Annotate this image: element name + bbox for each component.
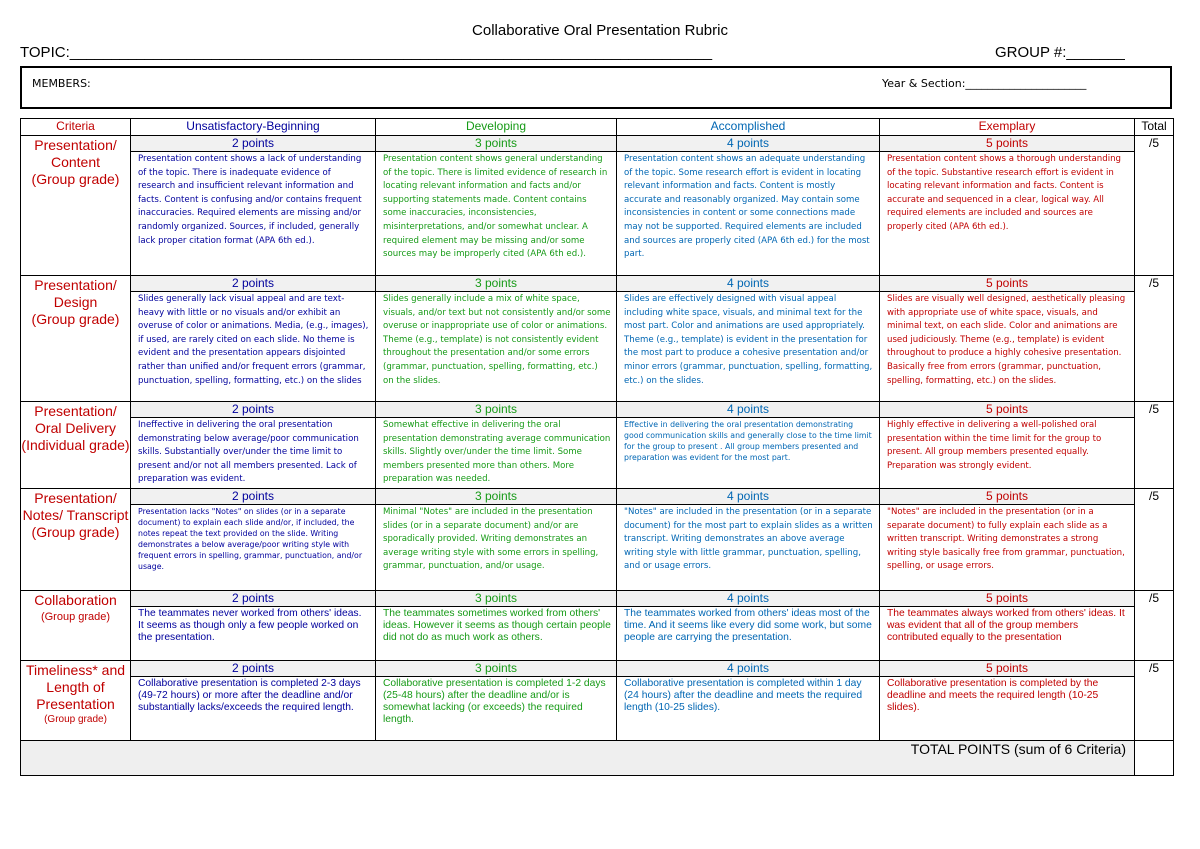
rubric-table: [20, 118, 1174, 776]
description-exemplary: "Notes" are included in the presentation (or in a separate document) to fully explain each slide as a written transcript. Writing demonstrates a strong writing style basically free from grammar, punctuation, spelling, or usage errors.: [880, 505, 1135, 591]
criteria-grade-type: (Group grade): [44, 714, 107, 725]
footer-row: [21, 741, 1174, 776]
points-developing: 3 points: [376, 136, 617, 152]
points-exemplary: 5 points: [880, 591, 1135, 607]
description-unsatisfactory: Collaborative presentation is completed 2-3 days (49-72 hours) or more after the deadline and/or substantially lacks/exceeds the required length.: [131, 677, 376, 741]
points-unsatisfactory: 2 points: [131, 489, 376, 505]
table-row: [21, 276, 1174, 292]
table-row: [21, 418, 1174, 489]
table-row: [21, 152, 1174, 276]
topic-field[interactable]: TOPIC:_____________________________________________________________________________: [20, 44, 713, 61]
group-number-field[interactable]: GROUP #:_______: [995, 44, 1125, 61]
criteria-cell: [21, 661, 131, 741]
description-accomplished: Effective in delivering the oral presentation demonstrating good communication skills and generally close to the time limit for the group to present . All group members presented and preparation was evident for the most part.: [617, 418, 880, 489]
points-accomplished: 4 points: [617, 276, 880, 292]
points-exemplary: 5 points: [880, 661, 1135, 677]
criteria-cell: [21, 402, 131, 489]
description-unsatisfactory: Ineffective in delivering the oral presentation demonstrating below average/poor communication skills. Substantially over/under the time limit to present and/or not all members presented. Lack of preparation was evident.: [131, 418, 376, 489]
points-developing: 3 points: [376, 661, 617, 677]
total-score-cell[interactable]: /5: [1135, 489, 1174, 591]
header-total: Total: [1135, 119, 1174, 136]
description-exemplary: The teammates always worked from others' ideas. It was evident that all of the group members contributed equally to the presentation: [880, 607, 1135, 661]
points-exemplary: 5 points: [880, 136, 1135, 152]
criteria-cell: [21, 591, 131, 661]
description-exemplary: Presentation content shows a thorough understanding of the topic. Substantive research effort is evident in locating relevant information and facts. Content is accurate and sequenced in a clear, logical way. All required elements are included and sources are properly cited (APA 6th ed.).: [880, 152, 1135, 276]
header-unsatisfactory: Unsatisfactory-Beginning: [131, 119, 376, 136]
table-row: [21, 607, 1174, 661]
header-developing: Developing: [376, 119, 617, 136]
description-unsatisfactory: The teammates never worked from others' ideas. It seems as though only a few people worked on the presentation.: [131, 607, 376, 661]
description-exemplary: Slides are visually well designed, aesthetically pleasing with appropriate use of white space, visuals, and minimal text, on each slide. Color and animations are used judiciously. Theme (e.g., template) is evident throughout to produce a highly cohesive presentation. Basically free from errors (grammar, punctuation, spelling, formatting, etc.) on the slides.: [880, 292, 1135, 402]
total-score-cell[interactable]: /5: [1135, 591, 1174, 661]
description-developing: Somewhat effective in delivering the oral presentation demonstrating average communication skills. Slightly over/under the time limit. Some members presented more than others. More preparation was needed.: [376, 418, 617, 489]
points-accomplished: 4 points: [617, 136, 880, 152]
description-accomplished: The teammates worked from others' ideas most of the time. And it seems like every did some work, but some people are carrying the presentation.: [617, 607, 880, 661]
total-score-cell[interactable]: /5: [1135, 276, 1174, 402]
members-box: [20, 66, 1172, 109]
header-exemplary: Exemplary: [880, 119, 1135, 136]
total-score-cell[interactable]: /5: [1135, 136, 1174, 276]
document-title: Collaborative Oral Presentation Rubric: [472, 22, 728, 39]
description-accomplished: Presentation content shows an adequate understanding of the topic. Some research effort is evident in locating relevant information and facts. Content is mostly accurate and reasonably organized. May contain some inconsistencies in content or some connections made may not be supported. Required elements are included and sources are properly cited (APA 6th ed.) for the most part.: [617, 152, 880, 276]
points-unsatisfactory: 2 points: [131, 276, 376, 292]
table-row: [21, 292, 1174, 402]
points-accomplished: 4 points: [617, 661, 880, 677]
members-label: MEMBERS:: [32, 77, 91, 90]
criteria-name: Timeliness* and Length of Presentation: [25, 662, 126, 712]
description-unsatisfactory: Presentation content shows a lack of understanding of the topic. There is inadequate evidence of research and insufficient relevant information and facts. Content is confusing and/or contains frequent inaccuracies. Required elements are missing and/or randomly organized. Sources, if included, generally lack proper citation format (APA 6th ed.).: [131, 152, 376, 276]
points-exemplary: 5 points: [880, 276, 1135, 292]
points-accomplished: 4 points: [617, 489, 880, 505]
criteria-cell: [21, 136, 131, 276]
points-unsatisfactory: 2 points: [131, 136, 376, 152]
points-unsatisfactory: 2 points: [131, 591, 376, 607]
total-score-cell[interactable]: /5: [1135, 402, 1174, 489]
criteria-grade-type: (Group grade): [31, 524, 120, 540]
criteria-name: Presentation/ Notes/ Transcript: [22, 490, 129, 523]
criteria-name: Collaboration: [34, 592, 117, 608]
points-exemplary: 5 points: [880, 402, 1135, 418]
criteria-name: Presentation/ Content: [34, 137, 117, 170]
table-row: [21, 591, 1174, 607]
points-developing: 3 points: [376, 402, 617, 418]
criteria-name: Presentation/ Design: [34, 277, 117, 310]
year-section-field[interactable]: Year & Section:______________________: [882, 77, 1087, 90]
points-exemplary: 5 points: [880, 489, 1135, 505]
table-row: [21, 505, 1174, 591]
description-unsatisfactory: Presentation lacks "Notes" on slides (or in a separate document) to explain each slide and/or, if included, the notes repeat the text provided on the slide. Writing demonstrates a below average/poor writing style with frequent errors in spelling, grammar, punctuation, and/or usage.: [131, 505, 376, 591]
description-unsatisfactory: Slides generally lack visual appeal and are text-heavy with little or no visuals and/or exhibit an overuse of color or animations. Media, (e.g., images), if used, are rarely cited on each slide. No theme is evident and the presentation appears disjointed rather than unified and/or frequent errors (grammar, punctuation, spelling, formatting, etc.) on the slides: [131, 292, 376, 402]
description-developing: Collaborative presentation is completed 1-2 days (25-48 hours) after the deadline and/or is somewhat lacking (or exceeds) the required length.: [376, 677, 617, 741]
criteria-cell: [21, 489, 131, 591]
points-developing: 3 points: [376, 276, 617, 292]
description-accomplished: Collaborative presentation is completed within 1 day (24 hours) after the deadline and meets the required length (10-25 slides).: [617, 677, 880, 741]
description-developing: The teammates sometimes worked from others' ideas. However it seems as though certain people did not do as much work as others.: [376, 607, 617, 661]
points-developing: 3 points: [376, 591, 617, 607]
criteria-grade-type: (Individual grade): [21, 437, 130, 453]
header-row: [21, 119, 1174, 136]
criteria-name: Presentation/ Oral Delivery: [34, 403, 117, 436]
description-exemplary: Collaborative presentation is completed by the deadline and meets the required length (10-25 slides).: [880, 677, 1135, 741]
total-score-cell[interactable]: /5: [1135, 661, 1174, 741]
criteria-grade-type: (Group grade): [40, 611, 111, 623]
criteria-grade-type: (Group grade): [31, 171, 120, 187]
criteria-cell: [21, 276, 131, 402]
grand-total-cell[interactable]: [1135, 741, 1174, 776]
points-accomplished: 4 points: [617, 591, 880, 607]
description-accomplished: "Notes" are included in the presentation (or in a separate document) for the most part to explain slides as a written transcript. Writing demonstrates an above average writing style with little grammar, punctuation, spelling, and or usage errors.: [617, 505, 880, 591]
total-points-label: TOTAL POINTS (sum of 6 Criteria): [21, 741, 1135, 776]
table-row: [21, 661, 1174, 677]
points-unsatisfactory: 2 points: [131, 661, 376, 677]
points-unsatisfactory: 2 points: [131, 402, 376, 418]
table-row: [21, 677, 1174, 741]
header-accomplished: Accomplished: [617, 119, 880, 136]
criteria-grade-type: (Group grade): [31, 311, 120, 327]
table-row: [21, 489, 1174, 505]
table-row: [21, 402, 1174, 418]
header-criteria: Criteria: [21, 119, 131, 136]
points-developing: 3 points: [376, 489, 617, 505]
description-developing: Slides generally include a mix of white space, visuals, and/or text but not consistently and/or some overuse or inappropriate use of color or animations. Theme (e.g., template) is not consistently evident throughout the presentation and/or some errors (grammar, punctuation, spelling, formatting, etc.) on the slides.: [376, 292, 617, 402]
description-accomplished: Slides are effectively designed with visual appeal including white space, visuals, and minimal text for the most part. Color and animations are used appropriately. Theme (e.g., template) is evident in the presentation for the most part to produce a cohesive presentation and/or minor errors (grammar, punctuation, spelling, formatting, etc.) on the slides.: [617, 292, 880, 402]
table-row: [21, 136, 1174, 152]
description-developing: Minimal "Notes" are included in the presentation slides (or in a separate document) and/or are sporadically provided. Writing demonstrates an average writing style with some errors in spelling, grammar, punctuation, and/or usage.: [376, 505, 617, 591]
description-developing: Presentation content shows general understanding of the topic. There is limited evidence of research in locating relevant information and facts and/or supporting statements made. Content contains some inaccuracies, inconsistencies, misinterpretations, and/or somewhat unclear. A required element may be missing and/or some sources may be improperly cited (APA 6th ed.).: [376, 152, 617, 276]
points-accomplished: 4 points: [617, 402, 880, 418]
description-exemplary: Highly effective in delivering a well-polished oral presentation within the time limit for the group to present. All group members presented equally. Preparation was strongly evident.: [880, 418, 1135, 489]
